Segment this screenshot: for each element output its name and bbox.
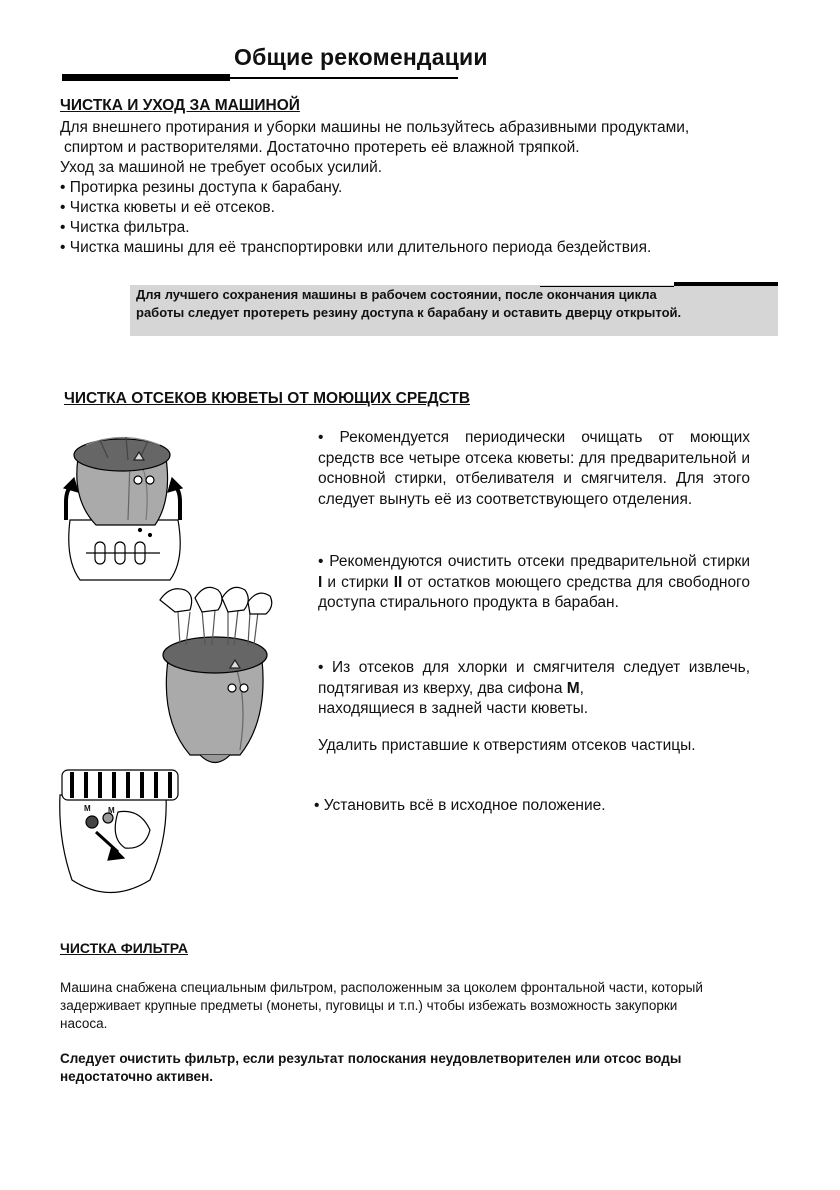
note-line-1: Для лучшего сохранения машины в рабочем состоянии, после окончания цикла xyxy=(136,287,657,302)
care-bullet-4: • Чистка машины для её транспортировки или длительного периода бездействия. xyxy=(60,239,652,256)
note-line-2: работы следует протереть резину доступа к барабану и оставить дверцу открытой. xyxy=(136,304,682,320)
care-bullet-1: • Протирка резины доступа к барабану. xyxy=(60,179,343,196)
care-text-line3: Уход за машиной не требует особых усилий. xyxy=(60,159,383,176)
para2-label-ii: II xyxy=(393,573,403,591)
filter-text-line3: насоса. xyxy=(60,1016,108,1031)
siphon-label-m-1: M xyxy=(84,804,91,813)
care-bullet-2: • Чистка кюветы и её отсеков. xyxy=(60,199,275,216)
para2-text-c: от остатков моющего средства для свободного доступа стирального продукта в барабан. xyxy=(318,573,750,611)
para3-text-a: • Из отсеков для хлорки и смягчителя следует извлечь, подтягивая из кверху, два сифона xyxy=(318,659,750,697)
para2-text-b: и стирки xyxy=(322,573,394,591)
para3-label-m: М xyxy=(566,679,580,697)
page-title: Общие рекомендации xyxy=(234,44,488,70)
care-heading: ЧИСТКА И УХОД ЗА МАШИНОЙ xyxy=(60,97,300,114)
dispenser-para-4: Удалить приставшие к отверстиям отсеков частицы. xyxy=(318,737,696,754)
para2-label-i: I xyxy=(318,573,323,591)
filter-text-line2: задерживает крупные предметы (монеты, пуговицы и т.п.) чтобы избежать возможность закупорки xyxy=(60,998,678,1013)
care-text-line2: спиртом и растворителями. Достаточно протереть её влажной тряпкой. xyxy=(64,139,580,156)
care-bullet-3: • Чистка фильтра. xyxy=(60,219,190,236)
filter-heading: ЧИСТКА ФИЛЬТРА xyxy=(60,940,189,956)
dispenser-para-5: • Установить всё в исходное положение. xyxy=(314,797,606,814)
filter-text-line1: Машина снабжена специальным фильтром, расположенным за цоколем фронтальной части, который xyxy=(60,980,703,995)
siphon-label-m-2: M xyxy=(108,806,115,815)
para3-text-c: находящиеся в задней части кюветы. xyxy=(318,700,589,717)
filter-warning-line2: недостаточно активен. xyxy=(60,1069,213,1084)
dispenser-heading: ЧИСТКА ОТСЕКОВ КЮВЕТЫ ОТ МОЮЩИХ СРЕДСТВ xyxy=(64,390,471,407)
para2-text-a: • Рекомендуются очистить отсеки предварительной стирки xyxy=(318,553,750,570)
para3-text-b: , xyxy=(579,679,584,697)
filter-warning-line1: Следует очистить фильтр, если результат полоскания неудовлетворителен или отсос воды xyxy=(60,1051,682,1066)
care-text-line1: Для внешнего протирания и уборки машины не пользуйтесь абразивными продуктами, xyxy=(60,119,690,136)
dispenser-para-1: • Рекомендуется периодически очищать от моющих средств все четыре отсека кюветы: для предварительной и основной стирки, отбеливателя и смягчителя. Для этого следует вынуть её из соответствующего отделения. xyxy=(318,429,750,508)
